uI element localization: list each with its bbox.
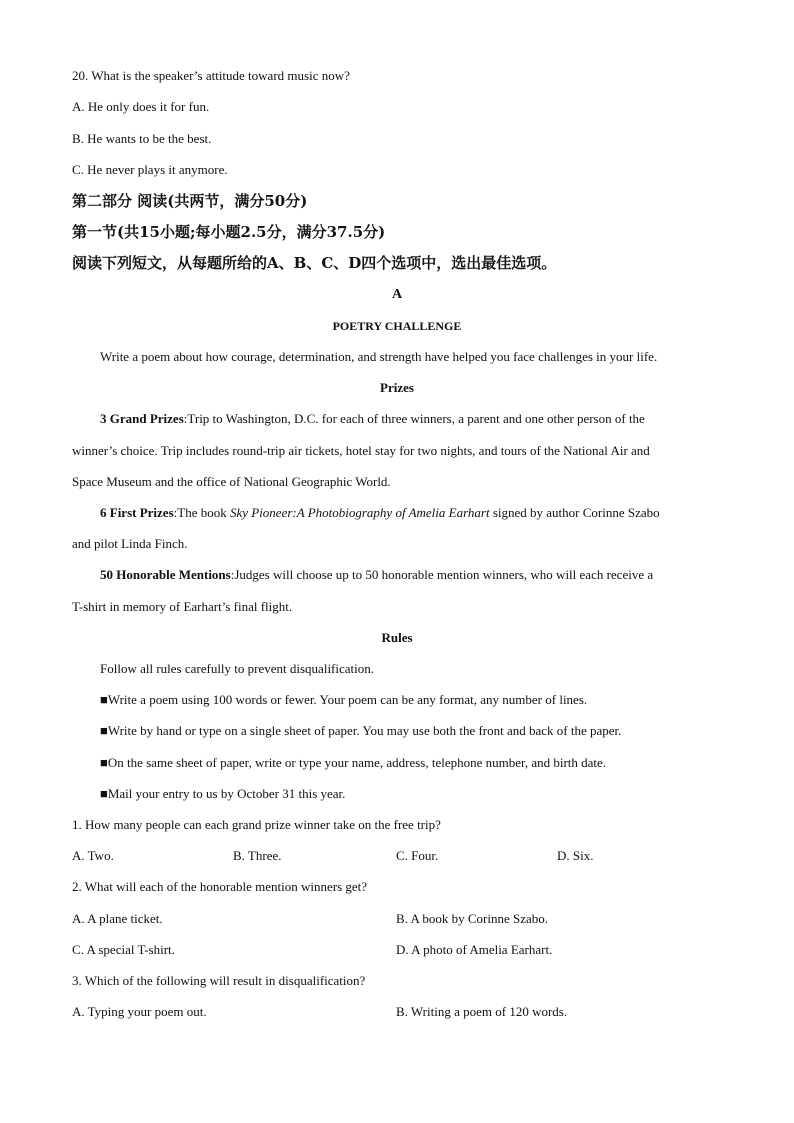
q3-question: 3. Which of the following will result in disqualification? <box>72 973 366 988</box>
rules-intro: Follow all rules carefully to prevent disqualification. <box>100 661 375 676</box>
q3-option-b: B. Writing a poem of 120 words. <box>396 1004 568 1019</box>
part-title: 第二部分 阅读(共两节，满分50分) <box>72 192 308 210</box>
q2-option-d: D. A photo of Amelia Earhart. <box>396 942 553 957</box>
passage-label: A <box>391 287 403 302</box>
passage-title: POETRY CHALLENGE <box>332 319 462 333</box>
book-title: Sky Pioneer:A Photobiography of Amelia Earhart <box>229 505 490 520</box>
q20-option-c: C. He never plays it anymore. <box>72 162 228 177</box>
q1-option-c: C. Four. <box>396 848 439 863</box>
grand-prize-label: 3 Grand Prizes <box>100 411 184 426</box>
first-prize-line-2: and pilot Linda Finch. <box>72 536 188 551</box>
q20-question: 20. What is the speaker’s attitude toward music now? <box>72 68 350 83</box>
section-instruction: 阅读下列短文，从每题所给的A、B、C、D四个选项中，选出最佳选项。 <box>72 254 557 272</box>
grand-prize-line-2: winner’s choice. Trip includes round-trip air tickets, hotel stay for two nights, and tours of the National Air and <box>72 443 650 458</box>
q1-option-a: A. Two. <box>72 848 114 863</box>
rules-heading: Rules <box>381 630 413 645</box>
q20-option-b: B. He wants to be the best. <box>72 131 212 146</box>
honorable-line-2: T-shirt in memory of Earhart’s final flight. <box>72 599 293 614</box>
q20-option-a: A. He only does it for fun. <box>72 99 210 114</box>
honorable-label: 50 Honorable Mentions <box>100 567 231 582</box>
rule-item: ■Mail your entry to us by October 31 this year. <box>100 786 346 801</box>
grand-prize-text: :Trip to Washington, D.C. for each of three winners, a parent and one other person of the <box>183 411 645 426</box>
honorable-line-1 <box>100 567 653 583</box>
first-prize-pre: :The book <box>173 505 230 520</box>
passage-intro: Write a poem about how courage, determination, and strength have helped you face challenges in your life. <box>100 349 658 364</box>
q1-option-d: D. Six. <box>557 848 594 863</box>
rule-item: ■Write by hand or type on a single sheet of paper. You may use both the front and back of the paper. <box>100 723 622 738</box>
rule-item: ■On the same sheet of paper, write or type your name, address, telephone number, and birth date. <box>100 755 607 770</box>
q2-option-b: B. A book by Corinne Szabo. <box>396 911 549 926</box>
q2-option-a: A. A plane ticket. <box>72 911 163 926</box>
q2-question: 2. What will each of the honorable mention winners get? <box>72 879 368 894</box>
grand-prize-line-3: Space Museum and the office of National Geographic World. <box>72 474 391 489</box>
first-prize-line-1 <box>100 505 660 521</box>
grand-prize-line-1 <box>100 411 645 427</box>
first-prize-label: 6 First Prizes <box>100 505 174 520</box>
honorable-text: :Judges will choose up to 50 honorable mention winners, who will each receive a <box>230 567 654 582</box>
subsection-title: 第一节(共15小题;每小题2.5分，满分37.5分) <box>72 223 386 241</box>
q1-option-b: B. Three. <box>233 848 282 863</box>
q1-question: 1. How many people can each grand prize winner take on the free trip? <box>72 817 441 832</box>
first-prize-post: signed by author Corinne Szabo <box>489 505 660 520</box>
q3-option-a: A. Typing your poem out. <box>72 1004 207 1019</box>
q2-option-c: C. A special T-shirt. <box>72 942 175 957</box>
prizes-heading: Prizes <box>380 380 414 395</box>
rule-item: ■Write a poem using 100 words or fewer. Your poem can be any format, any number of lines. <box>100 692 588 707</box>
